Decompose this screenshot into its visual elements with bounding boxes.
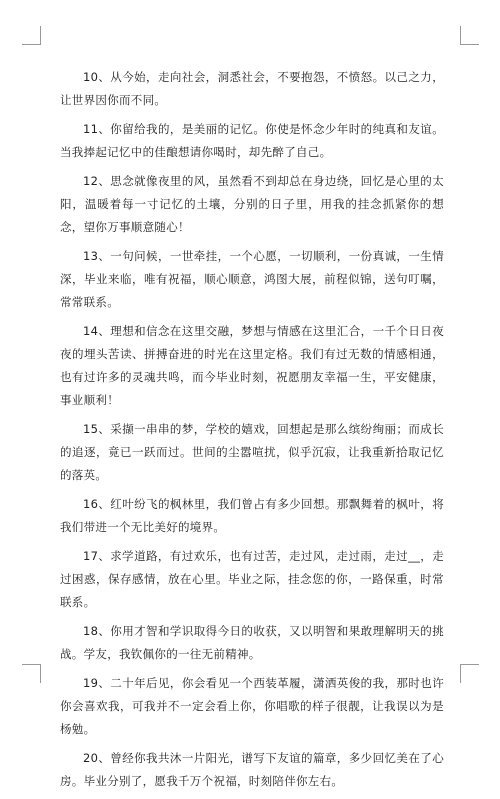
paragraph-20: 20、曾经你我共沐一片阳光，谱写下友谊的篇章，多少回忆美在了心房。毕业分别了，愿我千万个祝福，时刻陪伴你左右。 — [60, 751, 444, 788]
paragraph-12: 12、思念就像夜里的风，虽然看不到却总在身边绕，回忆是心里的太阳，温暖着每一寸记忆的土壤，分别的日子里，用我的挂念抓紧你的想念，望你万事顺意随心！ — [60, 174, 444, 234]
paragraph-10: 10、从今始，走向社会，洞悉社会，不要抱怨，不愤怒。以己之力，让世界因你而不同。 — [60, 70, 444, 107]
paragraph-15: 15、采撷一串串的梦，学校的嬉戏，回想起是那么缤纷绚丽；而成长的追逐，竟已一跃而过。世间的尘嚣喧扰，似乎沉寂，让我重新拾取记忆的落英。 — [60, 422, 444, 482]
paragraph-16: 16、红叶纷飞的枫林里，我们曾占有多少回想。那飘舞着的枫叶，将我们带进一个无比美好的境界。 — [60, 497, 444, 534]
crop-mark-top-left — [22, 26, 41, 45]
paragraph-14: 14、理想和信念在这里交融，梦想与情感在这里汇合，一千个日日夜夜的埋头苦读、拼搏奋进的时光在这里定格。我们有过无数的情感相通，也有过许多的灵魂共鸣，而今毕业时刻，祝愿朋友幸福一生，平安健康，事业顺利！ — [60, 324, 444, 407]
crop-mark-bottom-right — [460, 664, 479, 683]
paragraph-19: 19、二十年后见，你会看见一个西装革履，潇洒英俊的我，那时也许你会喜欢我，可我并不一定会看上你，你唱歌的样子很靓，让我误以为是杨勉。 — [60, 676, 444, 736]
document-body — [60, 66, 444, 799]
crop-mark-bottom-left — [22, 664, 41, 683]
paragraph-17: 17、求学道路，有过欢乐，也有过苦，走过风，走过雨，走过__，走过困惑，保存感情，放在心里。毕业之际，挂念您的你，一路保重，时常联系。 — [60, 549, 444, 609]
paragraph-18: 18、你用才智和学识取得今日的收获，又以明智和果敢理解明天的挑战。学友，我钦佩你的一往无前精神。 — [60, 624, 444, 661]
paragraph-11: 11、你留给我的，是美丽的记忆。你使是怀念少年时的纯真和友谊。当我捧起记忆中的佳酿想请你喝时，却先醉了自己。 — [60, 122, 444, 159]
paragraph-13: 13、一句问候，一世牵挂，一个心愿，一切顺利，一份真诚，一生情深，毕业来临，唯有祝福，顺心顺意，鸿图大展，前程似锦，送句叮嘱，常常联系。 — [60, 249, 444, 309]
crop-mark-top-right — [460, 26, 479, 45]
